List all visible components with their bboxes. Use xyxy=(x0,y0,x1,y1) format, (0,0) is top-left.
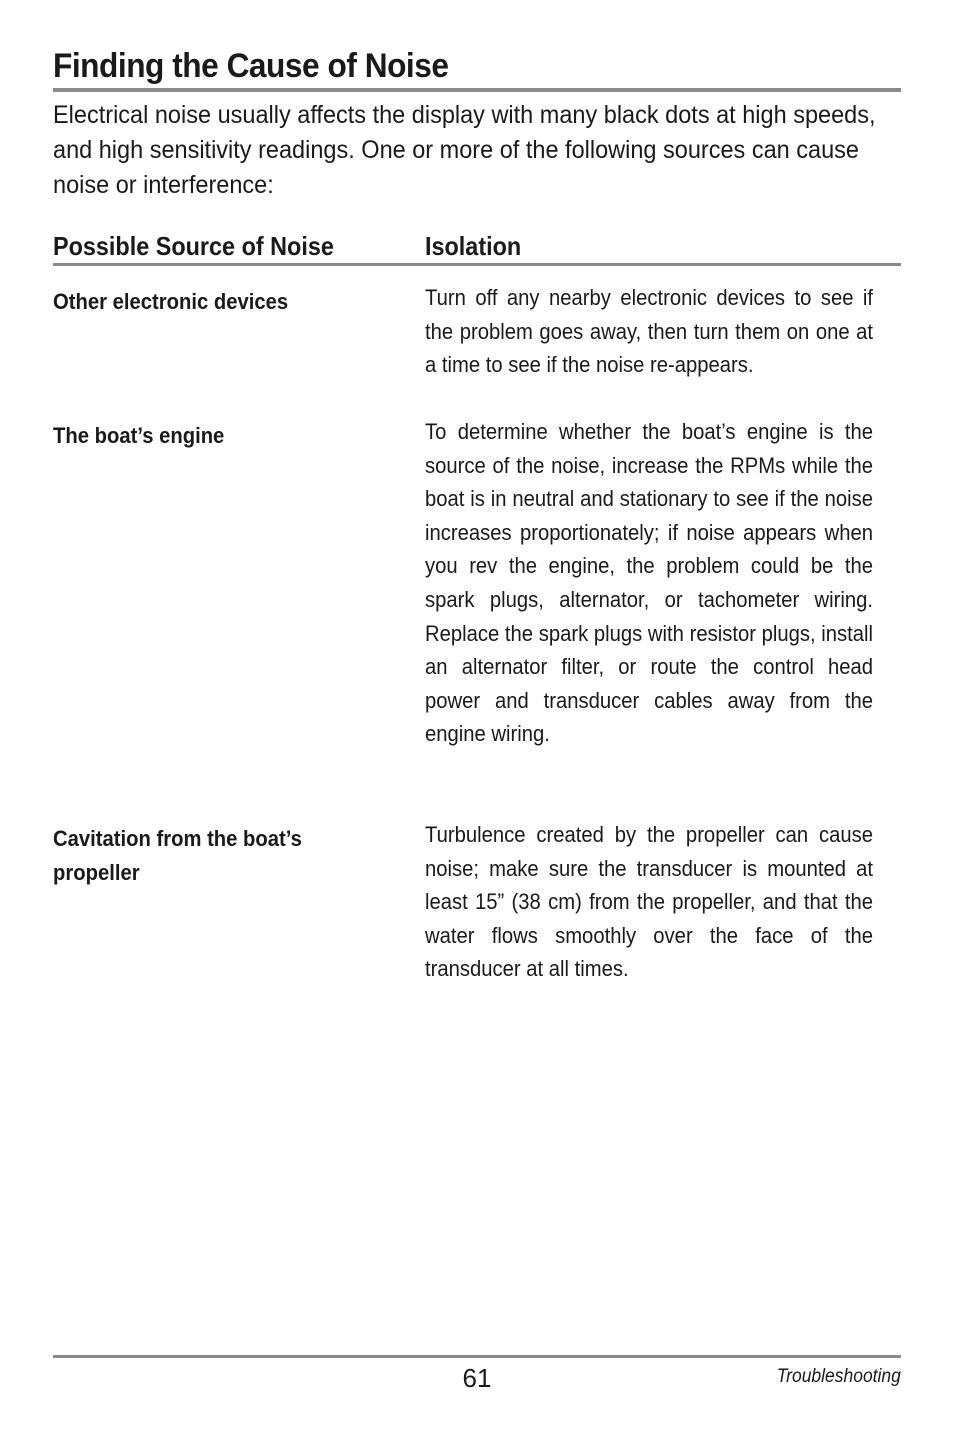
row-source-propeller-cavitation: Cavitation from the boat’s propeller xyxy=(53,826,302,885)
row-isolation-electronic-devices: Turn off any nearby electronic devices to see if the problem goes away, then turn them on one at a time to see if the noise re-appears. xyxy=(425,285,874,378)
row-source-boat-engine: The boat’s engine xyxy=(53,423,225,448)
row-source-electronic-devices: Other electronic devices xyxy=(53,289,289,314)
column-header-source: Possible Source of Noise xyxy=(53,231,334,261)
intro-paragraph: Electrical noise usually affects the display with many black dots at high speeds, and high sensitivity readings. One or more of the following sources can cause noise or interference: xyxy=(53,101,876,199)
row-isolation-boat-engine: To determine whether the boat’s engine is the source of the noise, increase the RPMs while the boat is in neutral and stationary to see if the noise increases proportionately; if noise appears when you rev the engine, the problem could be the spark plugs, alternator, or tachometer wiring. Replace the spark plugs with resistor plugs, install an alternator filter, or route the control head power and transducer cables away from the engine wiring. xyxy=(425,419,874,747)
row-isolation-propeller-cavitation: Turbulence created by the propeller can cause noise; make sure the transducer is mounted at least 15” (38 cm) from the propeller, and that the water flows smoothly over the face of the transducer at all times. xyxy=(425,822,874,982)
footer-divider xyxy=(53,1355,901,1358)
column-header-isolation: Isolation xyxy=(425,231,522,261)
header-divider xyxy=(53,263,901,266)
title-divider xyxy=(53,88,901,92)
page-number: 61 xyxy=(462,1363,492,1393)
page-title: Finding the Cause of Noise xyxy=(53,47,449,85)
section-name: Troubleshooting xyxy=(776,1366,901,1387)
